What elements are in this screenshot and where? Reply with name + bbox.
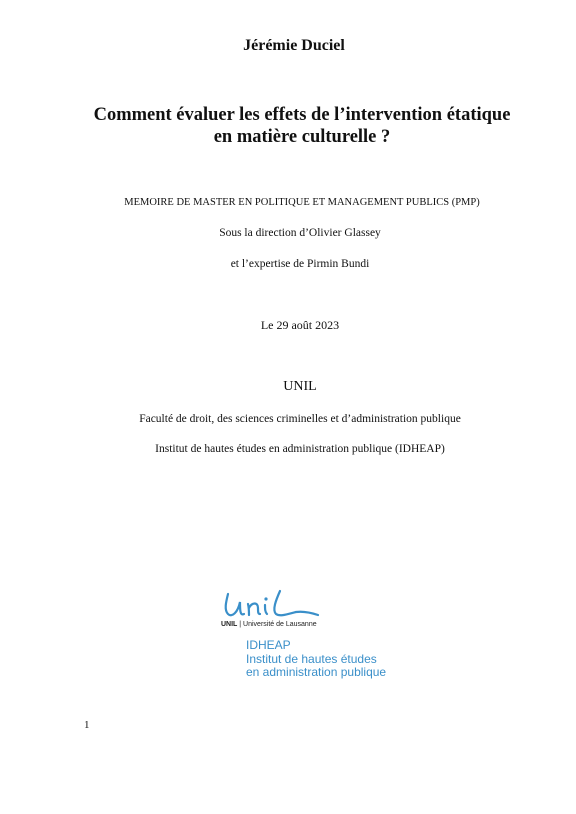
unil-sub-label-rest: | Université de Lausanne [237,621,317,628]
author-name: Jérémie Duciel [243,37,345,54]
institute-name: Institut de hautes études en administration publique (IDHEAP) [155,443,445,455]
idheap-label [246,639,386,680]
unil-sub-label [221,621,317,628]
degree-label: MEMOIRE DE MASTER EN POLITIQUE ET MANAGEMENT PUBLICS (PMP) [124,197,480,208]
idheap-label-line-2: Institut de hautes études [246,651,377,666]
page-number: 1 [84,719,90,731]
thesis-title-line-1: Comment évaluer les effets de l’intervention étatique [93,105,511,125]
idheap-label-line-3: en administration publique [246,665,387,679]
unil-script-logo-icon [218,588,328,624]
university-name: UNIL [283,379,317,394]
submission-date: Le 29 août 2023 [260,318,340,332]
expert-line: et l’expertise de Pirmin Bundi [230,258,370,270]
faculty-name: Faculté de droit, des sciences criminelles et d’administration publique [139,413,461,425]
thesis-title-line-2: en matière culturelle ? [213,127,391,147]
unil-sub-label-bold: UNIL [221,621,238,628]
supervisor-line: Sous la direction d’Olivier Glassey [219,227,381,239]
thesis-title [14,104,576,148]
unil-idheap-logo [218,588,418,688]
idheap-label-line-1: IDHEAP [246,638,291,652]
